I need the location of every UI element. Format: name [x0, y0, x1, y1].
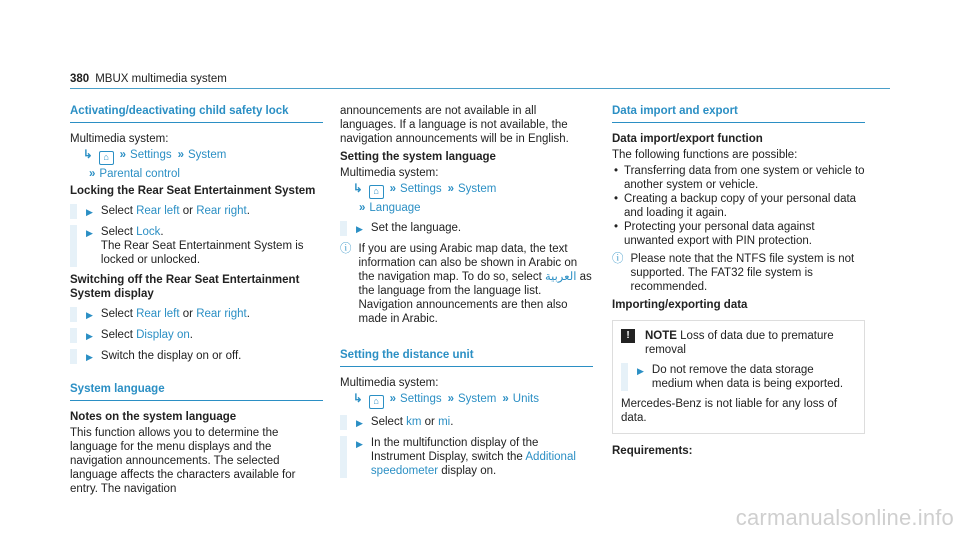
note-text: Loss of data due to premature removal — [645, 330, 834, 356]
chevron-icon: » — [89, 168, 96, 180]
nav-arrow-icon: ↳ — [353, 393, 363, 405]
list-item: • Transferring data from one system or vehicle to another system or vehicle. — [612, 164, 865, 192]
warning-icon: ! — [621, 329, 635, 343]
step-text: Switch the display on or off. — [100, 350, 242, 362]
additional-speedometer-option: Additional speedometer — [370, 451, 576, 477]
step-arrow-icon: ▶ — [86, 310, 93, 320]
home-icon: ⌂ — [369, 395, 384, 409]
step-arrow-icon: ▶ — [86, 331, 93, 341]
rear-right-option: Rear right — [196, 205, 247, 217]
chevron-icon: » — [177, 149, 185, 161]
chevron-icon: » — [447, 183, 455, 195]
column-1 — [70, 104, 323, 498]
nav-settings: Settings — [400, 183, 442, 195]
step-text: Do not remove the data storage medium when data is being exported. — [651, 364, 844, 390]
step: ▶ Select km or mi. — [340, 415, 593, 430]
step — [70, 307, 323, 322]
step-arrow-icon: ▶ — [356, 439, 363, 449]
section-title-data-import: Data import and export — [612, 104, 865, 123]
nav-parental-control: Parental control — [99, 168, 180, 180]
page-header — [70, 72, 227, 86]
note-text: as the language from the language list. Navigation announcements are then also made in Arabic. — [358, 271, 592, 325]
watermark: carmanualsonline.info — [735, 505, 954, 530]
section-title-distance-unit: Setting the distance unit — [340, 348, 593, 367]
note-label: NOTE — [645, 330, 677, 342]
mi-option: mi — [438, 416, 451, 428]
chevron-icon: » — [502, 393, 509, 405]
importing-heading: Importing/exporting data — [612, 299, 748, 311]
nav-arrow-icon: ↳ — [353, 183, 363, 195]
info-icon: ⓘ — [612, 253, 624, 265]
header-rule — [70, 88, 890, 89]
page-number: 380 — [70, 73, 90, 85]
warning-box — [612, 320, 865, 434]
section-title-child-lock: Activating/deactivating child safety lock — [70, 104, 323, 123]
step-arrow-icon: ▶ — [86, 228, 93, 238]
step-arrow-icon: ▶ — [356, 224, 363, 234]
rear-right-option: Rear right — [196, 308, 247, 320]
home-icon: ⌂ — [99, 151, 114, 165]
liability-text: Mercedes-Benz is not liable for any loss of data. — [621, 398, 838, 424]
set-language-heading: Setting the system language — [340, 151, 496, 163]
nav-path — [70, 148, 323, 165]
nav-arrow-icon: ↳ — [83, 149, 93, 161]
step — [70, 225, 323, 267]
chevron-icon: » — [447, 393, 455, 405]
nav-path — [340, 392, 593, 409]
step-result: The Rear Seat Entertainment System is locked or unlocked. — [100, 240, 304, 266]
function-text: The following functions are possible: — [612, 149, 798, 161]
nav-path — [340, 182, 593, 199]
column-2 — [340, 104, 593, 484]
nav-language: Language — [369, 202, 421, 214]
list-item: • Protecting your personal data against unwanted export with PIN protection. — [612, 220, 865, 248]
nav-system: System — [188, 149, 227, 161]
step-text: In the multifunction display of the Instrument Display, switch the — [370, 437, 539, 463]
nav-settings: Settings — [130, 149, 172, 161]
step-text: or — [182, 308, 193, 320]
chevron-icon: » — [119, 149, 127, 161]
step — [70, 204, 323, 219]
step — [340, 436, 593, 478]
step-text: . — [246, 308, 250, 320]
notes-heading: Notes on the system language — [70, 411, 237, 423]
nav-path-2 — [70, 167, 323, 181]
step-arrow-icon: ▶ — [356, 418, 363, 428]
step-text: Select — [100, 226, 133, 238]
step-text: or — [182, 205, 193, 217]
column-3 — [612, 104, 865, 460]
step-text: Select — [370, 416, 403, 428]
step-text: Select — [100, 308, 133, 320]
function-heading: Data import/export function — [612, 133, 763, 145]
note-text: If you are using Arabic map data, the text information can also be shown in Arabic on the navigation map. To do so, select — [358, 243, 578, 283]
step-text: display on. — [441, 465, 497, 477]
multimedia-label: Multimedia system: — [340, 377, 439, 389]
rear-left-option: Rear left — [136, 308, 180, 320]
step — [70, 328, 323, 343]
step-text: . — [160, 226, 164, 238]
multimedia-label: Multimedia system: — [70, 133, 169, 145]
lock-option: Lock — [136, 226, 161, 238]
home-icon: ⌂ — [369, 185, 384, 199]
step-arrow-icon: ▶ — [86, 207, 93, 217]
step — [70, 349, 323, 364]
nav-system: System — [458, 183, 497, 195]
nav-units: Units — [512, 393, 539, 405]
nav-path-2 — [340, 201, 593, 215]
chevron-icon: » — [389, 183, 397, 195]
note-text: Please note that the NTFS file system is not supported. The FAT32 file system is recommended. — [630, 253, 855, 293]
locking-heading: Locking the Rear Seat Entertainment System — [70, 185, 316, 197]
notes-text: This function allows you to determine the language for the menu displays and the navigation announcements. The selected language affects the characters available for entry. The navigation — [70, 427, 296, 495]
function-list — [612, 164, 865, 248]
step-text: Set the language. — [370, 222, 462, 234]
step — [621, 363, 854, 391]
requirements-heading: Requirements: — [612, 445, 693, 457]
step-text: . — [189, 329, 193, 341]
step-arrow-icon: ▶ — [637, 366, 644, 376]
list-item: • Creating a backup copy of your personal data and loading it again. — [612, 192, 865, 220]
switching-heading: Switching off the Rear Seat Entertainment System display — [70, 274, 300, 300]
step-text: or — [424, 416, 435, 428]
rear-left-option: Rear left — [136, 205, 180, 217]
chevron-icon: » — [359, 202, 366, 214]
info-note — [340, 242, 593, 326]
info-icon: ⓘ — [340, 243, 352, 255]
info-note — [612, 252, 865, 294]
arabic-option: العربية — [544, 271, 577, 283]
section-title-system-language: System language — [70, 382, 323, 401]
km-option: km — [406, 416, 422, 428]
display-on-option: Display on — [136, 329, 190, 341]
header-title: MBUX multimedia system — [95, 73, 227, 85]
multimedia-label: Multimedia system: — [340, 167, 439, 179]
continued-text: announcements are not available in all languages. If a language is not available, the navigation announcements will be in English. — [340, 105, 569, 145]
step-text: Select — [100, 205, 133, 217]
step-arrow-icon: ▶ — [86, 352, 93, 362]
nav-settings: Settings — [400, 393, 442, 405]
step-text: Select — [100, 329, 133, 341]
nav-system: System — [458, 393, 497, 405]
step-text: . — [246, 205, 250, 217]
chevron-icon: » — [389, 393, 397, 405]
step — [340, 221, 593, 236]
